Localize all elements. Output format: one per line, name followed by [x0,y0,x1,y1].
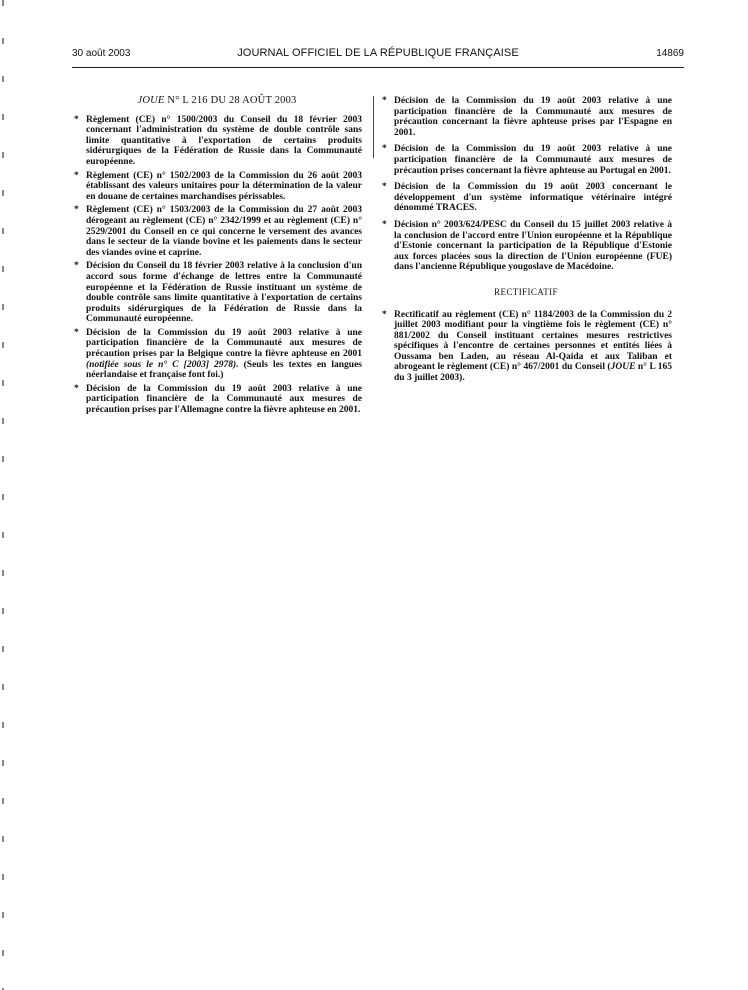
list-item [72,384,362,416]
bullet-marker: * [74,327,79,338]
bullet-marker: * [382,219,387,230]
list-item [380,310,672,384]
rectificatif-heading: RECTIFICATIF [494,286,558,297]
list-item [72,261,362,325]
entry-text: Décision de la Commission du 19 août 2003 concernant le développement d'un système informatique vétérinaire intégré dénommé TRACES. [394,182,672,214]
bullet-marker: * [382,96,387,106]
right-column [380,96,672,390]
list-item [380,96,672,138]
entry-text: Décision de la Commission du 19 août 2003 relative à une participation financière de la Communauté aux mesures de précaution prises concernant la fièvre aphteuse au Portugal en 2001. [394,144,672,176]
bullet-marker: * [74,383,79,394]
list-item [72,115,362,168]
scan-edge-marks [2,0,4,990]
entry-text: Règlement (CE) n° 1502/2003 de la Commission du 26 août 2003 établissant des valeurs unitaires pour la détermination de la valeur en douane de certaines marchandises périssables. [86,170,362,202]
page-header [72,48,684,62]
joue-label: JOUE [137,95,165,106]
entry-text: Rectificatif au règlement (CE) n° 1184/2003 de la Commission du 2 juillet 2003 modifiant pour la vingtième fois le règlement (CE) n° 881/2002 du Conseil instituant certaines mesures restrictives spécifiques à l'encontre de certaines personnes et entités liées à Oussama ben Laden, au réseau Al-Qaida et aux Taliban et abrogeant le règlement (CE) n° 467/2001 du Conseil ( [394,309,672,373]
bullet-marker: * [382,144,387,155]
left-column [72,96,362,419]
page-number: 14869 [656,48,684,59]
entry-text: Décision du Conseil du 18 février 2003 relative à la conclusion d'un accord sous forme d'échange de lettres entre la Communauté européenne et la Fédération de Russie instituant un système de double contrôle sans limite quantitative à l'exportation de certains produits sidérurgiques de la Fédération de Russie dans la Communauté européenne. [86,261,362,325]
entry-text-tail: n° L 165 du 3 juillet 2003). [394,362,672,384]
header-date: 30 août 2003 [72,48,131,59]
list-item [380,220,672,273]
issue-number: N° L 216 DU 28 AOÛT 2003 [167,95,297,106]
bullet-marker: * [74,261,79,272]
issue-title [72,96,362,107]
entry-text: Décision de la Commission du 19 août 2003 relative à une participation financière de la Communauté aux mesures de précaution concernant la fièvre aphteuse prises par l'Espagne en 2001. [394,96,672,138]
journal-title: JOURNAL OFFICIEL DE LA RÉPUBLIQUE FRANÇAISE [237,47,519,59]
entry-text: Règlement (CE) n° 1500/2003 du Conseil du 18 février 2003 concernant l'administration du système de double contrôle sans limite quantitative à l'exportation de certains produits sidérurgiques de la Fédération de Russie dans la Communauté européenne. [86,114,362,167]
entry-text: Décision de la Commission du 19 août 2003 relative à une participation financière de la Communauté aux mesures de précaution prises par l'Allemagne contre la fièvre aphteuse en 2001. [86,383,362,416]
entry-text: Règlement (CE) n° 1503/2003 de la Commission du 27 août 2003 dérogeant au règlement (CE) n° 2342/1999 et au règlement (CE) n° 2529/2001 du Conseil en ce qui concerne le versement des avances dans le secteur de la viande bovine et les paiements dans le secteur des viandes ovine et caprine. [86,205,362,258]
list-item [380,182,672,214]
column-divider [373,96,374,158]
entry-text-tail: (Seuls les textes en langues néerlandaise et française font foi.) [86,359,363,381]
bullet-marker: * [74,170,79,181]
entry-text: Décision n° 2003/624/PESC du Conseil du 15 juillet 2003 relative à la conclusion de l'accord entre l'Union européenne et la République d'Estonie concernant la participation de la République d'Estonie aux forces placées sous la direction de l'Union européenne (FUE) dans l'ancienne République yougoslave de Macédoine. [394,219,672,273]
header-rule [72,67,684,68]
bullet-marker: * [74,205,79,216]
entry-text: Décision de la Commission du 19 août 2003 relative à une participation financière de la Communauté aux mesures de précaution prises par la Belgique contre la fièvre aphteuse en 2001 [86,327,362,360]
bullet-marker: * [74,114,79,125]
list-item [72,328,362,381]
list-item [72,205,362,258]
entry-italic-reference: (notifiée sous le n° C [2003] 2978). [86,359,239,370]
list-item [72,171,362,203]
bullet-marker: * [382,309,387,320]
bullet-marker: * [382,182,387,193]
list-item [380,144,672,176]
entry-italic-reference: JOUE [610,362,636,373]
